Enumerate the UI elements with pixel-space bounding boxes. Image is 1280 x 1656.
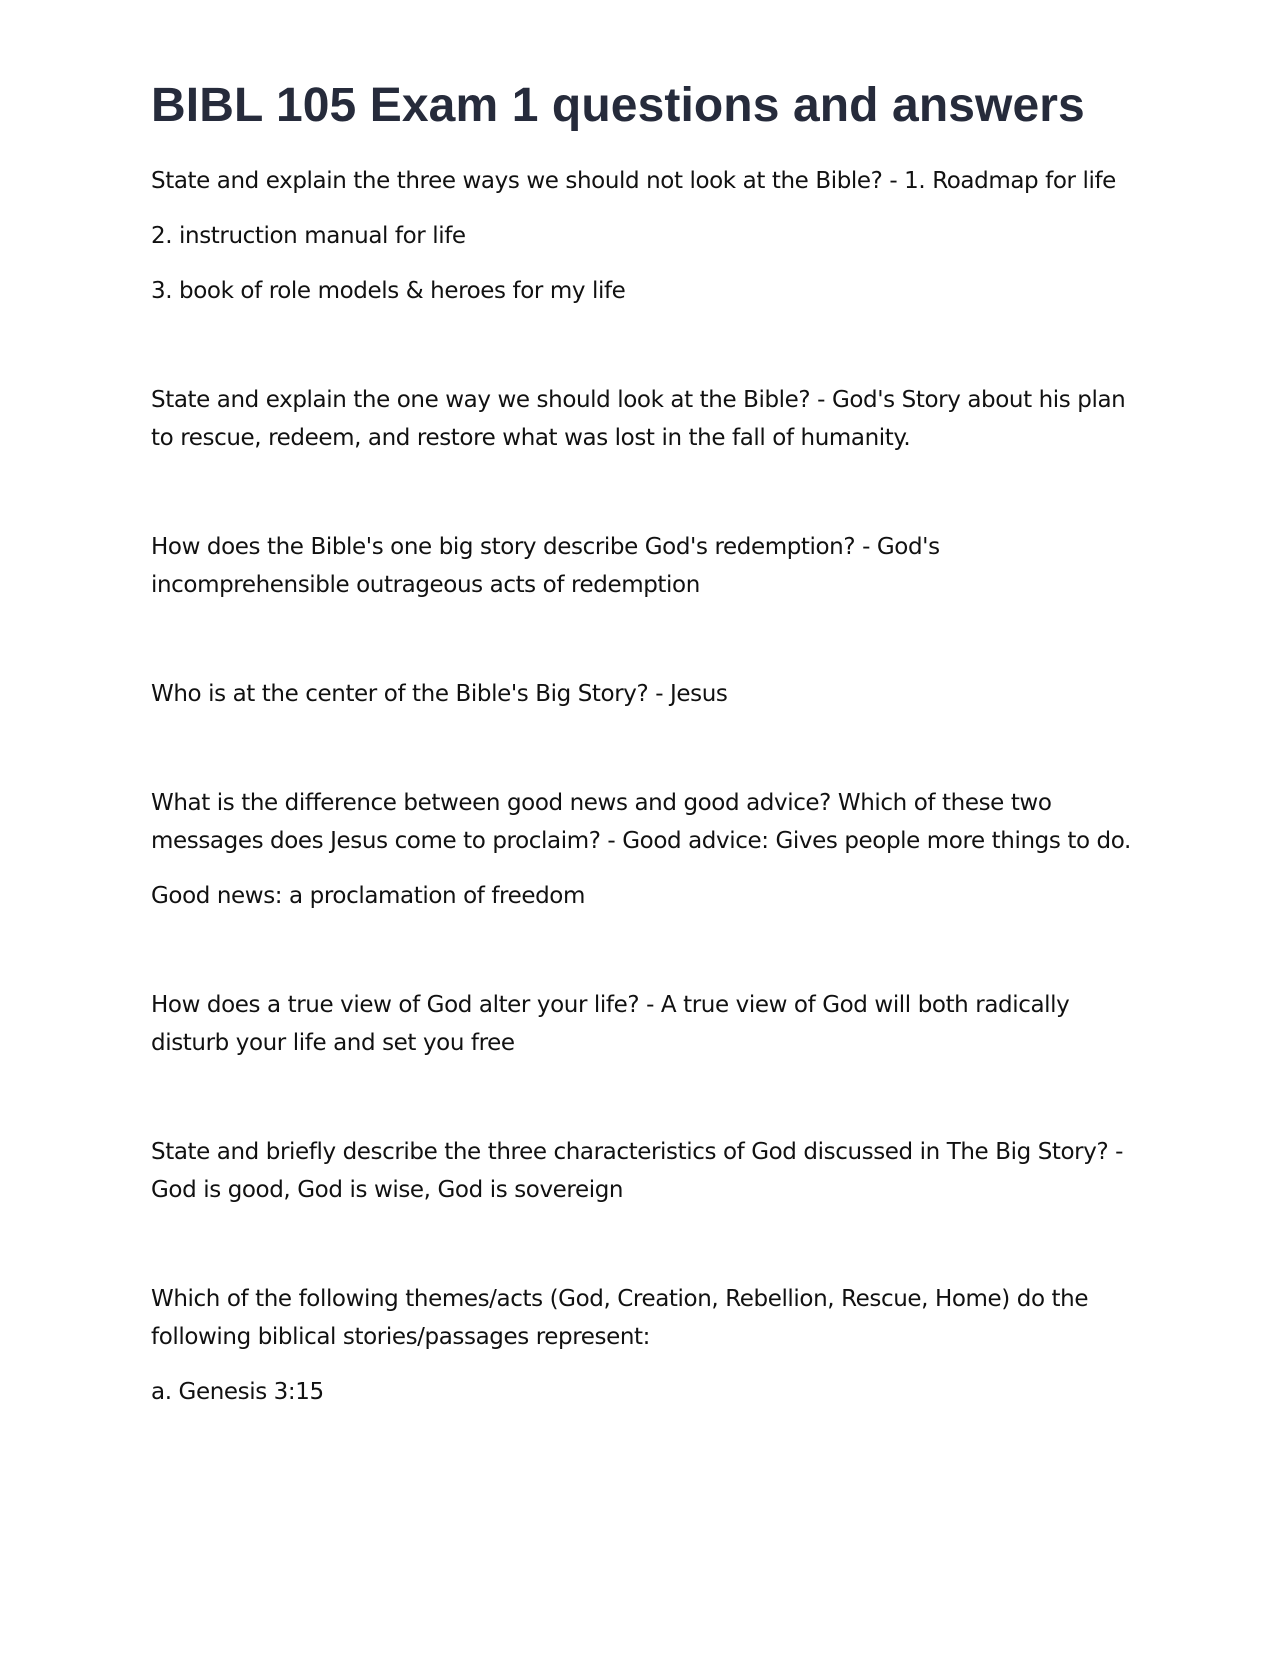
qa-block xyxy=(151,162,1136,310)
question-answer-text: State and briefly describe the three characteristics of God discussed in The Big Story? - God is good, God is wise, God is sovereign xyxy=(151,1139,1124,1203)
qa-block xyxy=(151,1280,1136,1411)
document-page xyxy=(151,0,1136,1482)
answer-list-item: 2. instruction manual for life xyxy=(151,223,466,249)
qa-block xyxy=(151,986,1136,1062)
question-answer-text: How does the Bible's one big story describe God's redemption? - God's incomprehensible outrageous acts of redemption xyxy=(151,534,940,598)
answer-list-item: 3. book of role models & heroes for my life xyxy=(151,278,626,304)
answer-list-item: a. Genesis 3:15 xyxy=(151,1379,324,1405)
question-answer-text: State and explain the three ways we should not look at the Bible? - 1. Roadmap for life xyxy=(151,168,1116,194)
qa-block xyxy=(151,381,1136,457)
question-answer-text: State and explain the one way we should look at the Bible? - God's Story about his plan to rescue, redeem, and restore what was lost in the fall of humanity. xyxy=(151,387,1126,451)
document-title: BIBL 105 Exam 1 questions and answers xyxy=(151,79,1085,132)
qa-block xyxy=(151,1133,1136,1209)
qa-list xyxy=(151,162,1136,1411)
qa-block xyxy=(151,528,1136,604)
question-answer-text: How does a true view of God alter your life? - A true view of God will both radically disturb your life and set you free xyxy=(151,992,1070,1056)
answer-continuation: Good news: a proclamation of freedom xyxy=(151,883,585,909)
qa-block xyxy=(151,675,1136,713)
question-answer-text: Who is at the center of the Bible's Big Story? - Jesus xyxy=(151,681,728,707)
question-answer-text: Which of the following themes/acts (God, Creation, Rebellion, Rescue, Home) do the following biblical stories/passages represent: xyxy=(151,1286,1089,1350)
question-answer-text: What is the difference between good news and good advice? Which of these two messages does Jesus come to proclaim? - Good advice: Gives people more things to do. xyxy=(151,790,1131,854)
qa-block xyxy=(151,784,1136,915)
